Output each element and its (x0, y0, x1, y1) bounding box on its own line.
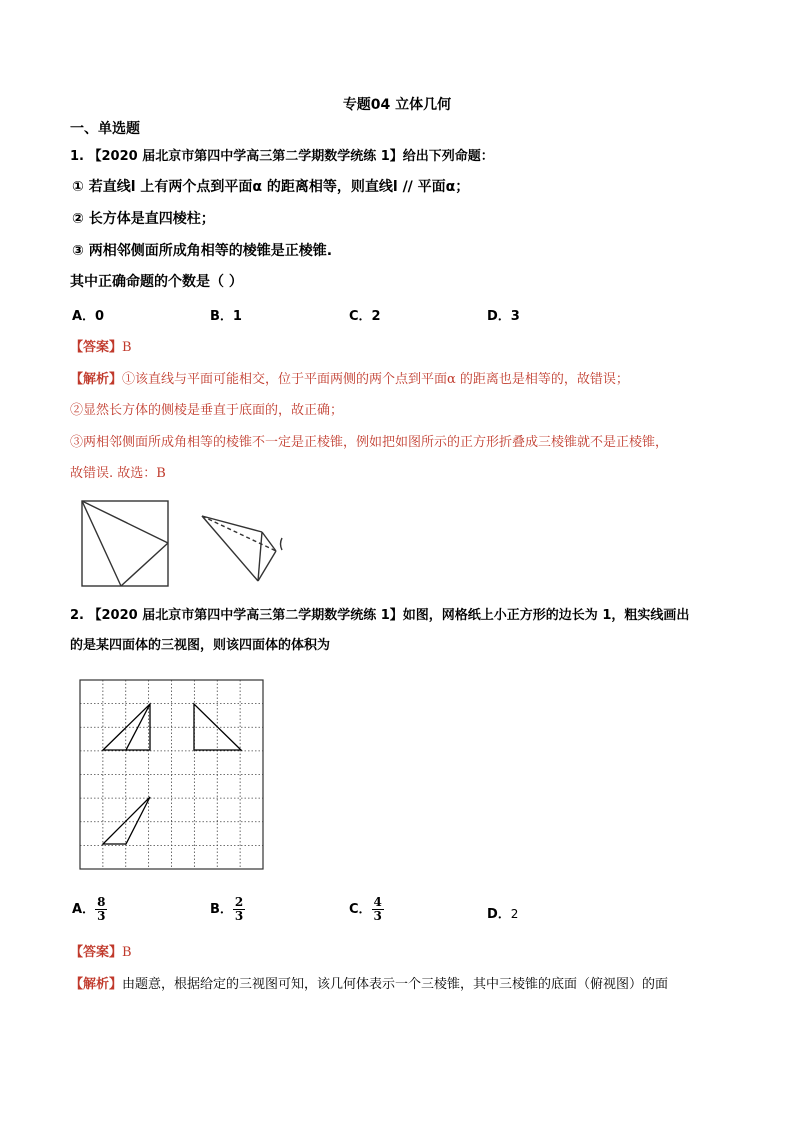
q1-option-b: B．1 (210, 309, 242, 324)
q2-stem-2: 的是某四面体的三视图，则该四面体的体积为 (70, 638, 331, 653)
q1-option-a: A．0 (72, 309, 105, 324)
q1-option-d: D．3 (487, 309, 520, 324)
q1-proposition-2: ② 长方体是直四棱柱； (72, 211, 215, 227)
page-title: 专题04 立体几何 (342, 97, 452, 113)
answer-label: 【答案】 (70, 340, 123, 355)
top-view (103, 797, 150, 844)
q2-analysis-1: 【解析】由题意，根据给定的三视图可知，该几何体表示一个三棱锥，其中三棱锥的底面（俯视图）的面 (70, 977, 669, 992)
answer-value: B (122, 340, 132, 355)
q1-analysis-4: 故错误. 故选：B (70, 466, 166, 481)
q2-option-c: C． $\frac{4}{3}$ (349, 895, 382, 923)
q1-proposition-1: ① 若直线l 上有两个点到平面α 的距离相等，则直线l // 平面α； (72, 179, 470, 195)
q2-answer: 【答案】B (70, 945, 132, 960)
q1-analysis-3: ③两相邻侧面所成角相等的棱锥不一定是正棱锥，例如把如图所示的正方形折叠成三棱锥就不是正棱锥， (70, 435, 669, 450)
q2-option-d: D．2 (487, 907, 519, 922)
section-heading: 一、单选题 (70, 121, 140, 137)
q2-stem-1: 2. 【2020 届北京市第四中学高三第二学期数学统练 1】如图，网格纸上小正方形的边长为 1，粗实线画出 (70, 608, 690, 623)
q1-option-c: C．2 (349, 309, 381, 324)
grid-paper (80, 680, 263, 869)
analysis-label: 【解析】 (70, 372, 123, 387)
q1-proposition-3: ③ 两相邻侧面所成角相等的棱锥是正棱锥. (72, 243, 333, 259)
q1-question: 其中正确命题的个数是（ ） (70, 274, 243, 290)
q2-option-a: A． $\frac{8}{3}$ (72, 895, 106, 923)
q1-analysis-1: 【解析】①该直线与平面可能相交，位于平面两侧的两个点到平面α 的距离也是相等的，故错误； (70, 372, 629, 387)
q1-stem: 1. 【2020 届北京市第四中学高三第二学期数学统练 1】给出下列命题： (70, 149, 494, 164)
front-view (103, 704, 150, 750)
q2-option-b: B． $\frac{2}{3}$ (210, 895, 244, 923)
q1-analysis-2: ②显然长方体的侧棱是垂直于底面的，故正确； (70, 403, 344, 418)
